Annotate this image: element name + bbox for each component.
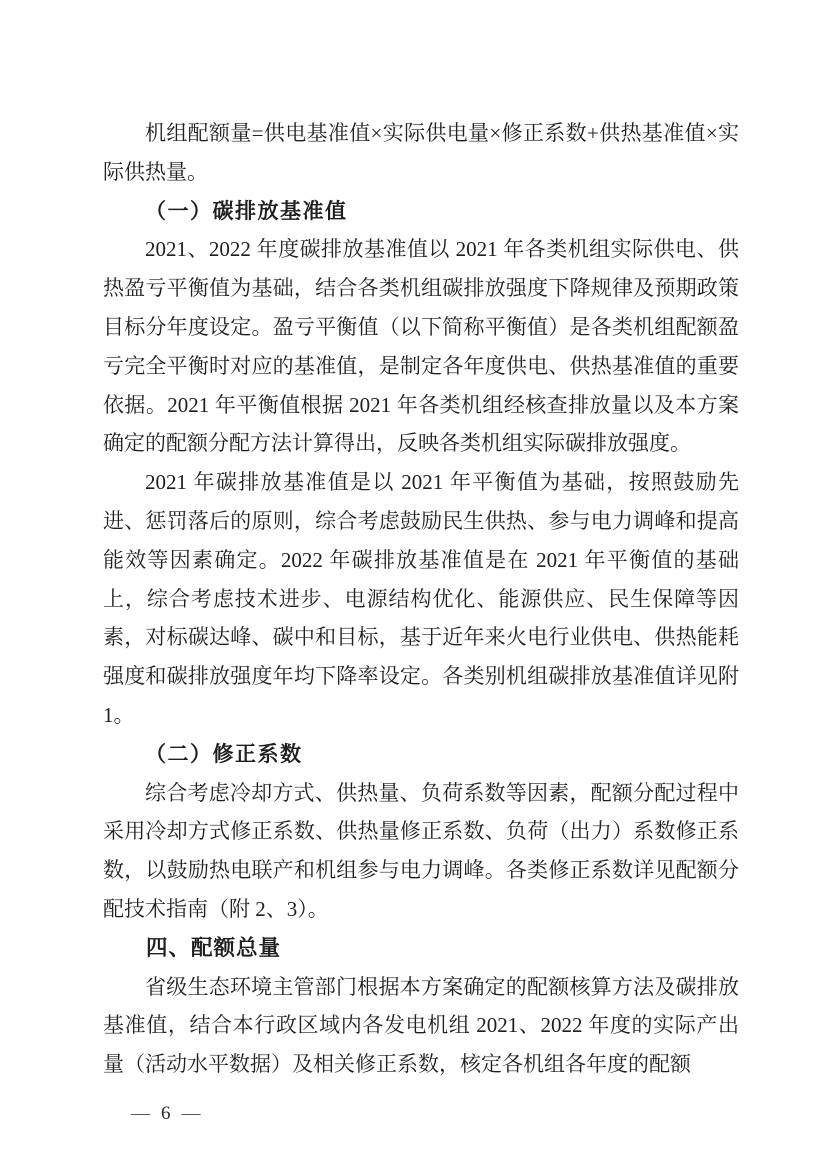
page-number: 6 xyxy=(161,1103,171,1124)
footer-dash-left: — xyxy=(131,1103,150,1124)
page-footer xyxy=(105,1078,208,1150)
paragraph-quota-total: 省级生态环境主管部门根据本方案确定的配额核算方法及碳排放基准值，结合本行政区域内各发电机组 2021、2022 年度的实际产出量（活动水平数据）及相关修正系数，核定各机组各年度的配额 xyxy=(103,974,739,1077)
chapter-heading-quota-total: 四、配额总量 xyxy=(146,935,282,960)
formula-paragraph: 机组配额量=供电基准值×实际供电量×修正系数+供热基准值×实际供热量。 xyxy=(103,121,739,184)
document-content xyxy=(103,114,739,1084)
section-heading-carbon-baseline: （一）碳排放基准值 xyxy=(145,198,348,223)
paragraph-baseline-principles: 2021 年碳排放基准值是以 2021 年平衡值为基础，按照鼓励先进、惩罚落后的原则，综合考虑鼓励民生供热、参与电力调峰和提高能效等因素确定。2022 年碳排放基准值是在 2021 年平衡值的基础上，综合考虑技术进步、电源结构优化、能源供应、民生保障等因素，对标碳达峰、碳中和目标，基于近年来火电行业供电、供热能耗强度和碳排放强度年均下降率设定。各类别机组碳排放基准值详见附 1。 xyxy=(103,470,739,727)
paragraph-baseline-2021-2022: 2021、2022 年度碳排放基准值以 2021 年各类机组实际供电、供热盈亏平衡值为基础，结合各类机组碳排放强度下降规律及预期政策目标分年度设定。盈亏平衡值（以下简称平衡值）是各类机组配额盈亏完全平衡时对应的基准值，是制定各年度供电、供热基准值的重要依据。2021 年平衡值根据 2021 年各类机组经核查排放量以及本方案确定的配额分配方法计算得出，反映各类机组实际碳排放强度。 xyxy=(103,237,739,456)
paragraph-correction-factors: 综合考虑冷却方式、供热量、负荷系数等因素，配额分配过程中采用冷却方式修正系数、供热量修正系数、负荷（出力）系数修正系数，以鼓励热电联产和机组参与电力调峰。各类修正系数详见配额分配技术指南（附 2、3）。 xyxy=(103,780,739,921)
section-heading-correction-factors: （二）修正系数 xyxy=(145,741,303,766)
footer-dash-right: — xyxy=(181,1103,201,1124)
